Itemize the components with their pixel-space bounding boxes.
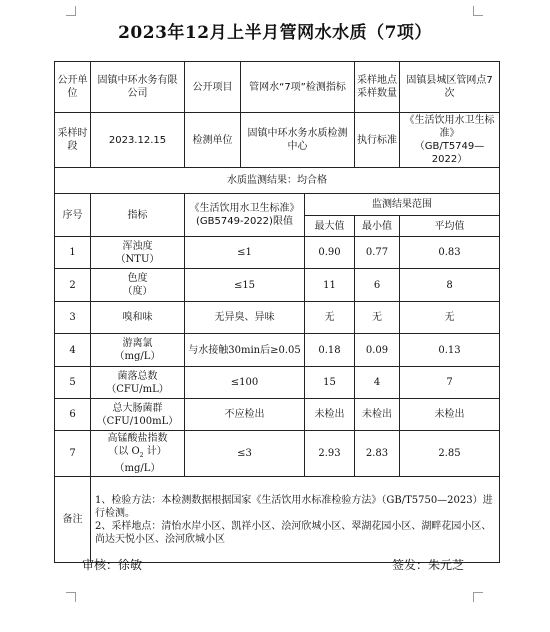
notes-line-method: 1、检验方法：本检测数据根据国家《生活饮用水标准检验方法》（GB/T5750—2023）进行检测。 [95,494,493,519]
corner-mark-top-left [66,6,76,16]
row-number: 3 [55,302,91,334]
indicator-cell [91,269,185,302]
corner-mark-top-right [473,6,483,16]
water-quality-table [54,61,500,563]
indicator-name: 色度 [127,273,148,284]
corner-mark-bottom-left [66,592,76,602]
min-value: 0.09 [355,334,400,367]
avg-value: 0.83 [400,237,500,269]
value-publishing-item: 管网水“7项”检测指标 [241,62,355,113]
row-number: 2 [55,269,91,302]
row-number: 4 [55,334,91,367]
header-indicator: 指标 [91,194,185,237]
limit-value: 与水接触30min后≥0.05 [185,334,305,367]
limit-value: ≤100 [185,367,305,399]
max-value: 11 [305,269,355,302]
header-row-1 [55,194,500,216]
header-min: 最小值 [355,216,400,237]
table-row [55,431,500,477]
min-value: 0.77 [355,237,400,269]
label-testing-unit: 检测单位 [185,113,241,168]
value-sampling-location: 固镇县城区管网点7次 [400,62,500,113]
indicator-unit: （度） [122,286,153,297]
row-number: 1 [55,237,91,269]
indicator-cell [91,302,185,334]
header-number: 序号 [55,194,91,237]
indicator-cell [91,431,185,477]
corner-mark-bottom-right [473,592,483,602]
value-publishing-unit: 固镇中环水务有限公司 [91,62,185,113]
value-standard-name: 《生活饮用水卫生标准》 [404,115,495,139]
indicator-cell [91,334,185,367]
label-publishing-item: 公开项目 [185,62,241,113]
table-row [55,302,500,334]
max-value: 无 [305,302,355,334]
avg-value: 未检出 [400,399,500,431]
indicator-cell [91,367,185,399]
notes-row [55,477,500,563]
avg-value: 8 [400,269,500,302]
indicator-unit: （NTU） [115,253,160,265]
label-publishing-unit: 公开单位 [55,62,91,113]
indicator-name: 浑浊度 [122,240,153,252]
indicator-unit: （CFU/100mL） [96,415,179,427]
max-value: 未检出 [305,399,355,431]
avg-value: 0.13 [400,334,500,367]
value-standard-code: （GB/T5749—2022） [414,141,485,165]
indicator-unit-suffix: 计） [143,446,167,457]
row-number: 5 [55,367,91,399]
header-standard-name: 《生活饮用水卫生标准》 [189,203,300,214]
min-value: 6 [355,269,400,302]
header-max: 最大值 [305,216,355,237]
min-value: 无 [355,302,400,334]
notes-content [91,477,500,563]
limit-value: 无异臭、异味 [185,302,305,334]
notes-label: 备注 [55,477,91,563]
min-value: 2.83 [355,431,400,477]
notes-line-locations: 2、采样地点：清怡水岸小区、凯祥小区、浍河欣城小区、翠湖花园小区、湖畔花园小区、尚达天悦小区、浍河欣城小区 [95,520,492,545]
max-value: 15 [305,367,355,399]
info-row-1 [55,62,500,113]
min-value: 未检出 [355,399,400,431]
reviewer-signature: 审核：徐敏 [82,558,143,572]
header-standard-code: (GB5749-2022)限值 [196,216,293,227]
info-row-2 [55,113,500,168]
indicator-unit: （mg/L） [114,351,161,362]
header-avg: 平均值 [400,216,500,237]
indicator-unit: （CFU/mL） [106,383,169,395]
result-row [55,168,500,194]
table-row [55,367,500,399]
indicator-name: 高锰酸盐指数 [107,433,168,444]
page-title: 2023年12月上半月管网水水质（7项） [118,23,432,43]
label-sampling-location: 采样地点采样数量 [355,62,400,113]
table-row [55,269,500,302]
limit-value: ≤1 [185,237,305,269]
header-standard-limit [185,194,305,237]
indicator-unit-subscript: 2 [139,452,144,459]
indicator-name: 总大肠菌群 [112,402,163,414]
table-row [55,399,500,431]
max-value: 0.90 [305,237,355,269]
table-row [55,334,500,367]
indicator-cell [91,237,185,269]
row-number: 7 [55,431,91,477]
row-number: 6 [55,399,91,431]
value-sampling-period: 2023.12.15 [91,113,185,168]
avg-value: 无 [400,302,500,334]
indicator-name: 菌落总数 [117,370,158,382]
value-testing-unit: 固镇中环水务水质检测中心 [241,113,355,168]
indicator-name: 游离氯 [122,338,153,349]
indicator-unit [93,445,182,462]
value-standard [400,113,500,168]
limit-value: 不应检出 [185,399,305,431]
indicator-unit-prefix: （以 O [108,446,140,457]
issuer-signature: 签发：朱元芝 [392,558,465,572]
label-sampling-period: 采样时段 [55,113,91,168]
avg-value: 2.85 [400,431,500,477]
limit-value: ≤3 [185,431,305,477]
indicator-unit-mg: （mg/L） [114,463,161,474]
indicator-cell [91,399,185,431]
max-value: 2.93 [305,431,355,477]
label-standard: 执行标准 [355,113,400,168]
min-value: 4 [355,367,400,399]
table-row [55,237,500,269]
avg-value: 7 [400,367,500,399]
monitoring-result: 水质监测结果：均合格 [55,168,500,194]
max-value: 0.18 [305,334,355,367]
header-result-range: 监测结果范围 [305,194,500,216]
limit-value: ≤15 [185,269,305,302]
indicator-name: 嗅和味 [122,312,153,323]
